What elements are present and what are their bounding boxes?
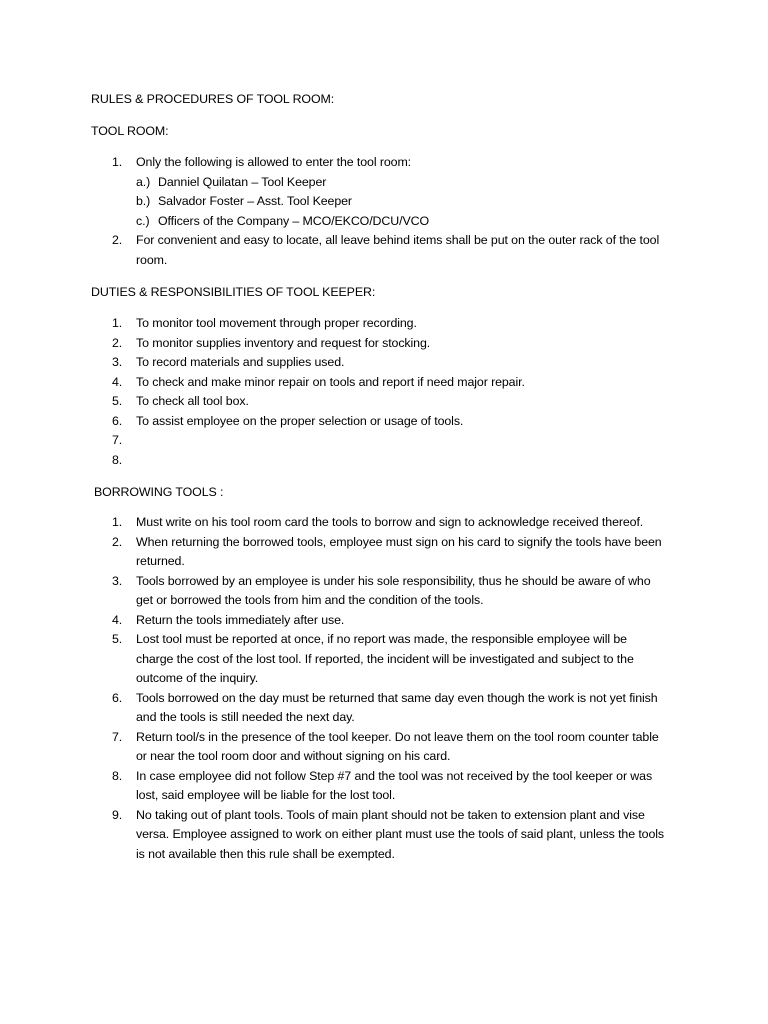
list-item	[0, 689, 666, 728]
list-item	[0, 334, 666, 354]
list-item	[0, 806, 666, 865]
item-text: To check all tool box.	[136, 394, 249, 408]
sub-item-letter: c.)	[136, 213, 150, 228]
sub-list-item	[136, 173, 666, 193]
list-item	[0, 513, 666, 533]
item-number: 3.	[112, 355, 123, 369]
list-item	[0, 533, 666, 572]
item-number: 5.	[112, 394, 123, 408]
item-text: Tools borrowed by an employee is under his sole responsibility, thus he should be aware of who get or borrowed the tools from him and the condition of the tools.	[136, 573, 651, 607]
item-text: Tools borrowed on the day must be returned that same day even though the work is not yet finish and the tools is still needed the next day.	[136, 690, 658, 724]
item-text: Must write on his tool room card the tools to borrow and sign to acknowledge received thereof.	[136, 515, 644, 529]
sub-list-item	[136, 212, 666, 232]
item-number: 7.	[112, 729, 123, 744]
duties-list	[0, 314, 768, 470]
list-item	[0, 153, 666, 231]
item-number: 7.	[112, 433, 123, 447]
list-item	[0, 412, 666, 432]
item-text: Return tool/s in the presence of the tool keeper. Do not leave them on the tool room counter table or near the tool room door and without signing on his card.	[136, 729, 659, 763]
section-heading-duties: DUTIES & RESPONSIBILITIES OF TOOL KEEPER:	[91, 285, 376, 299]
borrowing-list	[0, 513, 768, 864]
tool-room-list	[0, 153, 768, 270]
item-number: 2.	[112, 335, 123, 350]
sub-item-text: Salvador Foster – Asst. Tool Keeper	[158, 194, 352, 208]
item-number: 3.	[112, 573, 123, 588]
item-text: For convenient and easy to locate, all leave behind items shall be put on the outer rack of the tool room.	[136, 233, 660, 267]
list-item	[0, 373, 666, 393]
sub-item-text: Danniel Quilatan – Tool Keeper	[158, 174, 327, 189]
item-number: 4.	[112, 612, 123, 627]
sub-list-item	[136, 192, 666, 212]
item-number: 6.	[112, 413, 123, 428]
list-item	[0, 231, 666, 270]
item-text: To check and make minor repair on tools and report if need major repair.	[136, 374, 525, 389]
list-item	[0, 451, 666, 471]
item-number: 8.	[112, 768, 123, 783]
sub-item-text: Officers of the Company – MCO/EKCO/DCU/VCO	[158, 213, 429, 228]
item-text: Return the tools immediately after use.	[136, 612, 345, 627]
list-item	[0, 431, 666, 451]
list-item	[0, 314, 666, 334]
item-number: 1.	[112, 155, 123, 169]
list-item	[0, 767, 666, 806]
section-heading-borrowing: BORROWING TOOLS :	[94, 485, 224, 499]
item-number: 5.	[112, 632, 123, 646]
list-item	[0, 392, 666, 412]
item-text: To monitor tool movement through proper recording.	[136, 316, 417, 330]
item-number: 8.	[112, 452, 123, 467]
item-text: Lost tool must be reported at once, if no report was made, the responsible employee will be charge the cost of the lost tool. If reported, the incident will be investigated and subject to the outcome of the inquiry.	[136, 632, 634, 685]
list-item	[0, 353, 666, 373]
sub-item-letter: a.)	[136, 174, 151, 189]
item-text: To monitor supplies inventory and request for stocking.	[136, 335, 431, 350]
item-text: To assist employee on the proper selection or usage of tools.	[136, 413, 464, 428]
list-item	[0, 572, 666, 611]
item-number: 1.	[112, 515, 123, 529]
section-heading-tool-room: TOOL ROOM:	[91, 124, 169, 138]
item-text: When returning the borrowed tools, employee must sign on his card to signify the tools have been returned.	[136, 534, 662, 568]
item-number: 1.	[112, 316, 123, 330]
item-number: 2.	[112, 534, 123, 549]
item-number: 9.	[112, 807, 123, 822]
item-number: 4.	[112, 374, 123, 389]
item-number: 2.	[112, 233, 123, 247]
item-text: In case employee did not follow Step #7 and the tool was not received by the tool keeper or was lost, said employee will be liable for the lost tool.	[136, 768, 653, 802]
sub-item-letter: b.)	[136, 194, 151, 208]
document-title: RULES & PROCEDURES OF TOOL ROOM:	[91, 92, 335, 106]
item-text: To record materials and supplies used.	[136, 355, 345, 369]
list-item	[0, 630, 666, 689]
item-text: No taking out of plant tools. Tools of main plant should not be taken to extension plant and vise versa. Employee assigned to work on either plant must use the tools of said plant, unless the tools is not available then this rule shall be exempted.	[136, 807, 665, 861]
authorized-persons-list	[136, 173, 666, 232]
list-item	[0, 611, 666, 631]
item-number: 6.	[112, 690, 123, 705]
list-item	[0, 728, 666, 767]
item-text: Only the following is allowed to enter the tool room:	[136, 155, 412, 169]
